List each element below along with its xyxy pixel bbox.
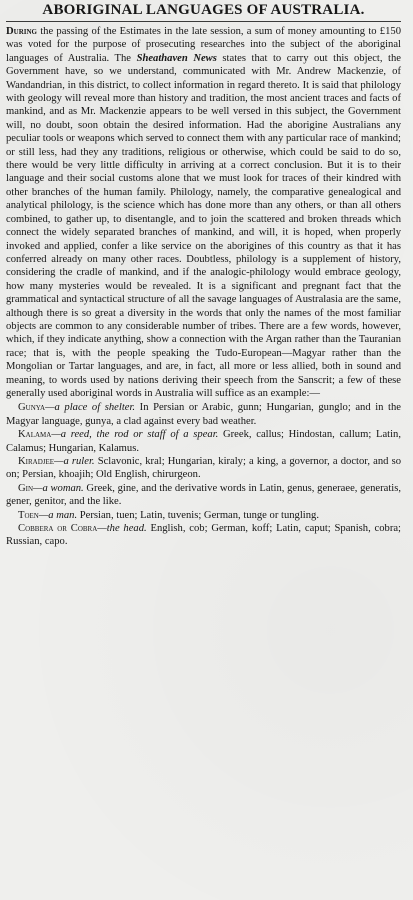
entry-definition: —a woman. [33, 482, 84, 494]
entry-definition: —a ruler. [54, 456, 95, 467]
word-entries [6, 401, 401, 548]
entry-text: Greek, callus; Hindostan, callum; Latin, Calamus; Hungarian, Kalamus. [6, 429, 402, 454]
entry-term: Kiradjee [18, 456, 55, 467]
headline-rule [6, 21, 401, 22]
entry-term: Gunya [18, 402, 46, 414]
entry-text: Sclavonic, kral; Hungarian, kiraly; a king, a governor, a doctor, and so on; Persian, khoajih; Old English, chirurgeon. [6, 456, 401, 481]
entry-term: Toen [18, 509, 39, 521]
entry-text: In Persian or Arabic, gunn; Hungarian, gunglo; and in the Magyar language, gunya, a clad against every bad weather. [6, 402, 401, 427]
lead-text-part1: the passing of the Estimates in the late session, a sum of money amounting to £150 was voted for the purpose of prosecuting researches into the subject of the aboriginal languages of Australia. The [6, 26, 401, 64]
lead-newspaper-name: Sheathaven News [136, 52, 217, 64]
article-headline: ABORIGINAL LANGUAGES OF AUSTRALIA. [42, 2, 365, 18]
entry-term: Cobbera or Cobra [18, 523, 98, 535]
entry-definition: —the head. [97, 523, 147, 535]
entry-text: Persian, tuen; Latin, tuvenis; German, tunge or tungling. [77, 509, 319, 521]
entry-definition: —a reed, the rod or staff of a spear. [51, 429, 219, 441]
word-entry [6, 401, 401, 428]
word-entry [6, 428, 401, 455]
word-entry [6, 509, 401, 522]
entry-term: Kalama [18, 429, 52, 441]
article-lead-paragraph [6, 25, 401, 400]
word-entry [6, 482, 401, 509]
entry-text: English, cob; German, koff; Latin, caput; Spanish, cobra; Russian, capo. [6, 523, 401, 548]
word-entry [6, 455, 401, 482]
entry-text: Greek, gine, and the derivative words in Latin, genus, generaee, generatis, gener, genitor, and the like. [6, 482, 402, 508]
entry-definition: —a man. [38, 509, 78, 521]
entry-definition: —a place of shelter. [45, 402, 136, 414]
entry-term: Gin [18, 482, 34, 494]
lead-text-part2: states that to carry out this object, the Government have, so we understand, communicated with Mr. Andrew Mackenzie, of Wandandrian, in this district, to collect information in regard thereto. It is said that philology with geology will reveal more than history and tradition, the most ancient traces and facts of mankind, and as Mr. Mackenzie appears to be well versed in this subject, the Government will, no doubt, soon obtain the desired information. Had the aborigine Australians any peculiar tools or weapons which served to connect them with any particular race of mankind; or still less, had they any traditions, religious or otherwise, which could be said to do so, there would be very little difficulty in arriving at a correct conclusion. But it is to their language and their social customs alone that we must look for traces of their kindred with other branches of the human family. Philology, namely, the comparative genealogical and analytical philology, is the science which has done more than any others, or than all others combined, to gather up, to disentangle, and to join the scattered and broken threads which connect the widely separated branches of mankind, and will, it is hoped, when properly invoked and applied, confer a like service on the aborigines of this country as that it has conferred already on many other races. Doubtless, philology is a supplement of history, considering the cradle of mankind, and if the analogic-philology would embrace geology, how many mysteries would be revealed. It is a significant and pregnant fact that the grammatical and syntactical structure of all the savage languages of Australasia are the same, although there is so great a diversity in the words that only the names of the most familiar objects are common to any considerable number of tribes. There are a few words, however, which, if they indicate anything, show a connection with the Argan rather than the Tauranian race; that is, with the people speaking the Tudo-European—Magyar rather than the Mongolian or Tartar languages, and are, in fact, all more or less allied, both in sound and meaning, to words used by nations deriving their speech from the Sanscrit; a few of these generally used aboriginal words in Australia will suffice as an example:— [6, 52, 402, 399]
word-entry [6, 522, 401, 549]
lead-first-word: During [6, 26, 37, 37]
